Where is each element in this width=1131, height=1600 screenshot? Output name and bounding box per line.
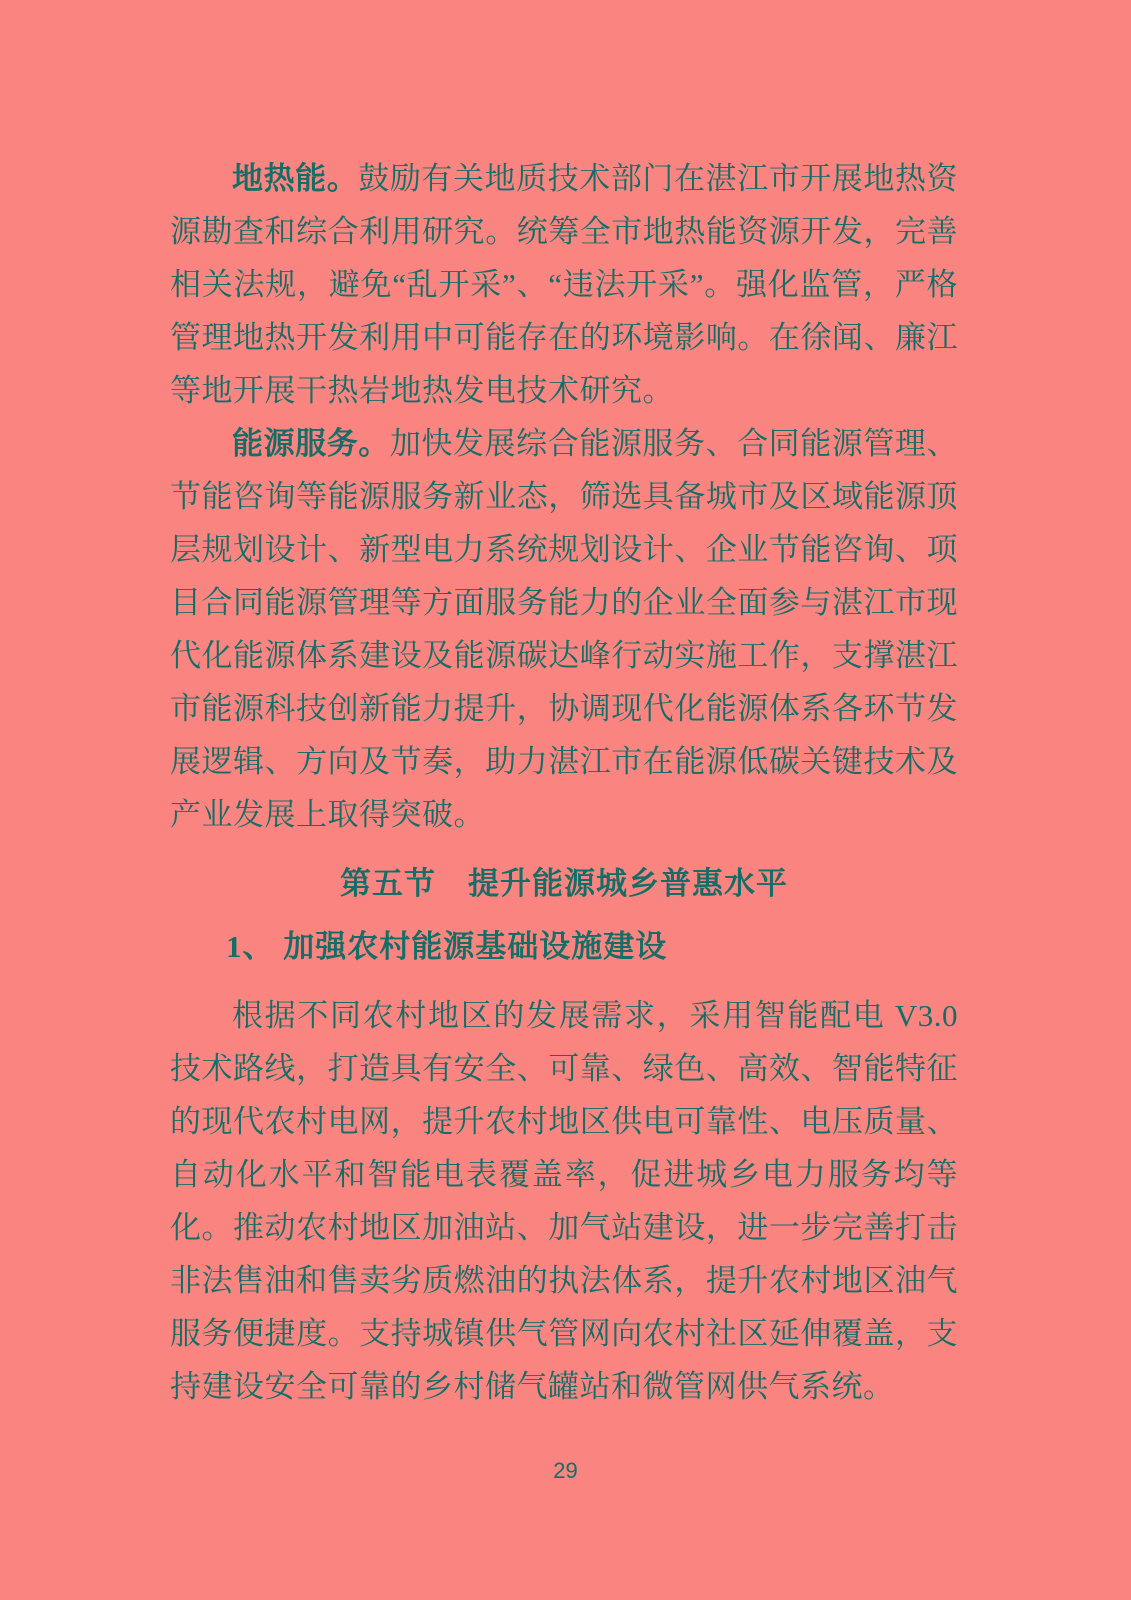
subsection-heading: 1、 加强农村能源基础设施建设 — [226, 929, 668, 964]
paragraph-energy-services — [170, 417, 958, 841]
paragraph-geothermal-energy — [170, 152, 958, 417]
page-number: 29 — [553, 1458, 578, 1483]
paragraph-body-energy-services: 加快发展综合能源服务、合同能源管理、节能咨询等能源服务新业态，筛选具备城市及区域能源顶层规划设计、新型电力系统规划设计、企业节能咨询、项目合同能源管理等方面服务能力的企业全面参与湛江市现代化能源体系建设及能源碳达峰行动实施工作，支撑湛江市能源科技创新能力提升，协调现代化能源体系各环节发展逻辑、方向及节奏，助力湛江市在能源低碳关键技术及产业发展上取得突破。 — [170, 426, 959, 832]
paragraph-lead-geothermal: 地热能。 — [232, 161, 359, 196]
page-content — [170, 152, 958, 1413]
section-heading: 第五节 提升能源城乡普惠水平 — [340, 866, 788, 901]
paragraph-rural-energy-infrastructure: 根据不同农村地区的发展需求，采用智能配电 V3.0 技术路线，打造具有安全、可靠、绿色、高效、智能特征的现代农村电网，提升农村地区供电可靠性、电压质量、自动化水平和智能电表覆盖率，促进城乡电力服务均等化。推动农村地区加油站、加气站建设，进一步完善打击非法售油和售卖劣质燃油的执法体系，提升农村地区油气服务便捷度。支持城镇供气管网向农村社区延伸覆盖，支持建设安全可靠的乡村储气罐站和微管网供气系统。 — [170, 998, 958, 1404]
paragraph-lead-energy-services: 能源服务。 — [232, 426, 390, 461]
paragraph-body-geothermal: 鼓励有关地质技术部门在湛江市开展地热资源勘查和综合利用研究。统筹全市地热能资源开发，完善相关法规，避免“乱开采”、“违法开采”。强化监管，严格管理地热开发利用中可能存在的环境影响。在徐闻、廉江等地开展干热岩地热发电技术研究。 — [170, 161, 959, 408]
